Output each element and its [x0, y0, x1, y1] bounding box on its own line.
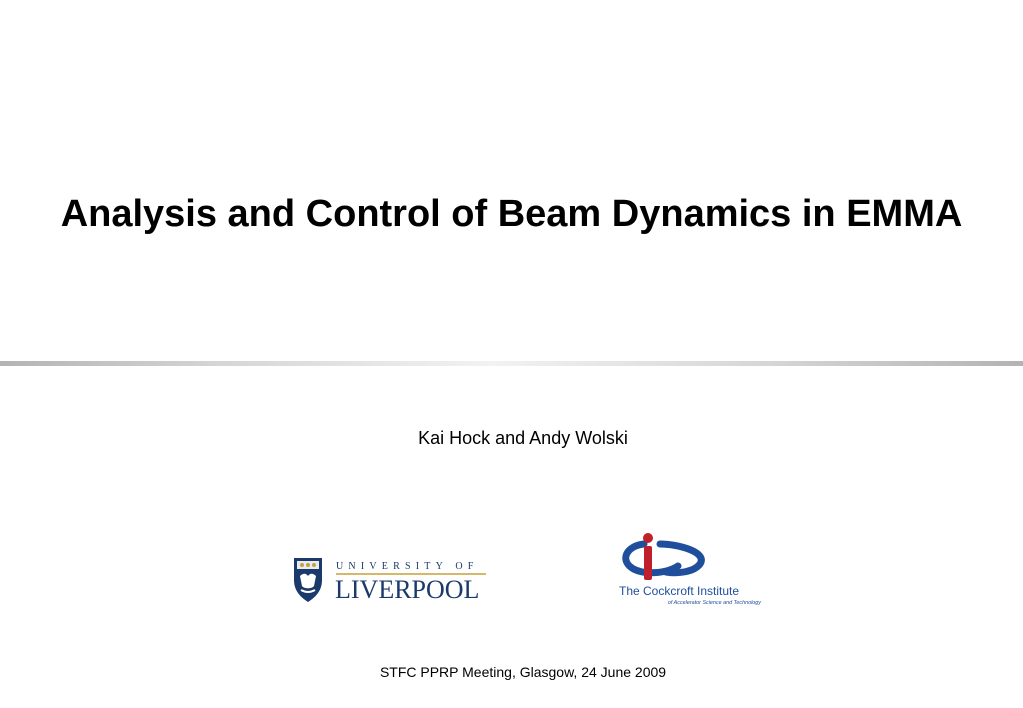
slide-title: Analysis and Control of Beam Dynamics in EMMA: [60, 193, 963, 235]
cockcroft-institute-logo: [616, 530, 762, 608]
cockcroft-emblem-icon: [626, 533, 702, 580]
authors: Kai Hock and Andy Wolski: [418, 428, 628, 448]
liverpool-crest-icon: [294, 558, 322, 602]
cockcroft-logo-subtitle: of Accelerator Science and Technology: [667, 600, 761, 606]
title-divider: [0, 361, 1023, 366]
liverpool-logo-main-text: LIVERPOOL: [335, 575, 480, 604]
liverpool-logo-top-text: UNIVERSITY OF: [336, 561, 479, 572]
university-of-liverpool-logo: [292, 556, 488, 604]
cockcroft-logo-name: The Cockcroft Institute: [619, 584, 740, 598]
footer: STFC PPRP Meeting, Glasgow, 24 June 2009: [379, 664, 667, 680]
